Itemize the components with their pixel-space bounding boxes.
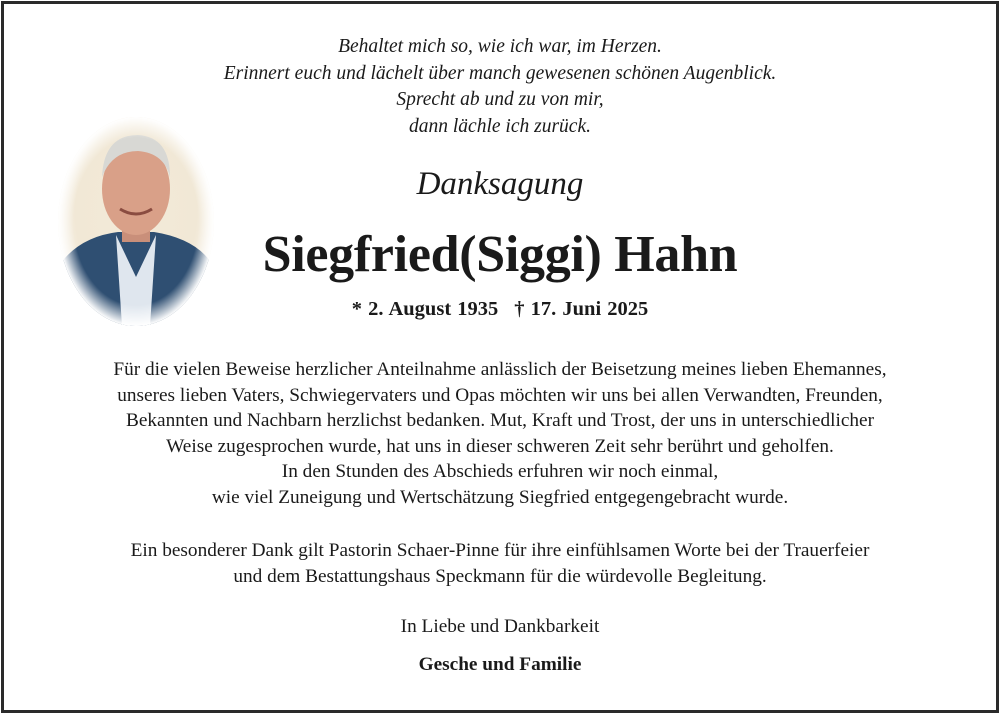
closing: In Liebe und Dankbarkeit: [400, 616, 600, 637]
text-line: In den Stunden des Abschieds erfuhren wir noch einmal,: [281, 461, 719, 483]
life-dates: [0, 298, 1000, 321]
text-line: Bekannten und Nachbarn herzlichst bedanken. Mut, Kraft und Trost, der uns in unterschiedlicher: [125, 410, 875, 432]
portrait-illustration: [58, 117, 214, 326]
text-line: Für die vielen Beweise herzlicher Anteilnahme anlässlich der Beisetzung meines lieben Ehemannes,: [113, 359, 887, 380]
poem-line: dann lächle ich zurück.: [409, 115, 591, 137]
special-thanks: [0, 538, 1000, 589]
signature: Gesche und Familie: [418, 654, 582, 675]
text-line: unseres lieben Vaters, Schwiegervaters und Opas möchten wir uns bei allen Verwandten, Freunden,: [117, 384, 883, 406]
deceased-name: Siegfried(Siggi) Hahn: [262, 226, 738, 283]
heading: Danksagung: [416, 166, 584, 202]
birth-date: * 2. August 1935: [351, 298, 499, 320]
thanks-text: [0, 357, 1000, 511]
poem-line: Erinnert euch und lächelt über manch gewesenen schönen Augenblick.: [223, 62, 777, 84]
poem-line: Behaltet mich so, wie ich war, im Herzen.: [338, 36, 662, 57]
portrait-photo: [58, 117, 214, 326]
death-date: † 17. Juni 2025: [514, 298, 649, 320]
text-line: Ein besonderer Dank gilt Pastorin Schaer-Pinne für ihre einfühlsamen Worte bei der Trauerfeier: [130, 540, 870, 561]
text-line: Weise zugesprochen wurde, hat uns in dieser schweren Zeit sehr berührt und geholfen.: [166, 435, 834, 457]
poem-line: Sprecht ab und zu von mir,: [396, 89, 604, 110]
text-line: wie viel Zuneigung und Wertschätzung Siegfried entgegengebracht wurde.: [211, 486, 789, 508]
text-line: und dem Bestattungshaus Speckmann für die würdevolle Begleitung.: [233, 565, 767, 587]
